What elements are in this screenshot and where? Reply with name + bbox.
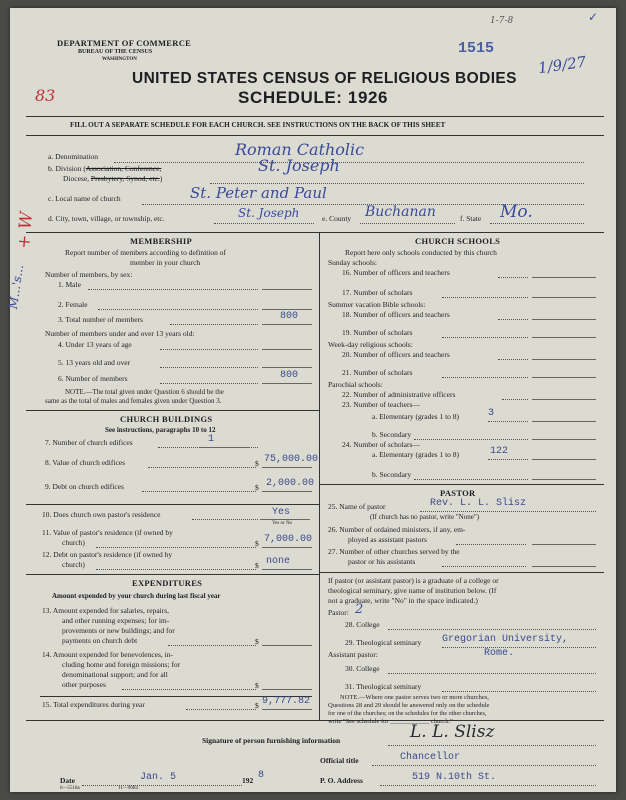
pastor-sub-label: Pastor: <box>328 608 349 617</box>
city-town-label: d. City, town, village, or township, etc. <box>48 214 165 223</box>
value-residence-label-2: church) <box>62 538 85 547</box>
denomination-label: a. Denomination <box>48 152 98 161</box>
under-over-label: Number of members under and over 13 years old: <box>45 329 195 338</box>
margin-red-note: + W <box>14 211 38 250</box>
membership-intro-2: member in your church <box>130 258 201 267</box>
pastor-note-2: Questions 28 and 29 should be answered only on the schedule <box>328 702 490 709</box>
division-label-2: Diocese, Presbytery, Synod, etc.) <box>63 174 163 183</box>
q24a-label: a. Elementary (grades 1 to 8) <box>372 450 460 459</box>
membership-note-1: NOTE.—The total given under Question 6 should be the <box>65 388 224 396</box>
year-prefix: 192 <box>242 776 254 785</box>
number-members-value: 800 <box>280 370 299 381</box>
red-number: 83 <box>35 86 56 105</box>
city-label: WASHINGTON <box>102 57 137 62</box>
benevolences-label-1: 14. Amount expended for benevolences, in- <box>42 650 174 659</box>
debt-residence-label-2: church) <box>62 560 85 569</box>
dollar-sign: $ <box>255 637 259 646</box>
dollar-sign: $ <box>255 539 259 548</box>
dollar-sign: $ <box>255 701 259 710</box>
sunday-schools-label: Sunday schools: <box>328 258 377 267</box>
male-label: 1. Male <box>58 280 81 289</box>
q24a-value: 122 <box>490 446 509 457</box>
membership-title: MEMBERSHIP <box>130 236 193 246</box>
total-members-value: 800 <box>280 311 299 322</box>
expenses-label-4: payments on church debt <box>62 636 138 645</box>
form-code: 11—9084 <box>118 786 138 791</box>
state-label: f. State <box>460 214 482 223</box>
owns-residence-label: 10. Does church own pastor's residence <box>42 510 161 519</box>
buildings-subtitle: See instructions, paragraphs 10 to 12 <box>105 426 216 434</box>
owns-residence-value: Yes <box>272 507 291 518</box>
signature-value: L. L. Slisz <box>410 722 495 742</box>
buildings-title: CHURCH BUILDINGS <box>120 414 213 424</box>
local-name-value: St. Peter and Paul <box>190 184 327 202</box>
division-label: b. Division (Association, Conference, <box>48 164 162 173</box>
schools-title: CHURCH SCHOOLS <box>415 236 501 246</box>
q21-label: 21. Number of scholars <box>342 368 413 377</box>
pastor-note-4: write "See schedule for ____________ church." <box>328 718 453 725</box>
graduate-note-2: theological seminary, give name of institution below. (If <box>328 586 497 595</box>
expenses-label-3: provements or new buildings; and for <box>62 626 175 635</box>
q31-label: 31. Theological seminary <box>345 682 422 691</box>
number-members-label: 6. Number of members <box>58 374 128 383</box>
debt-edifices-value: 2,000.00 <box>266 478 315 489</box>
check-mark-icon: ✓ <box>588 10 599 24</box>
graduate-note-3: not a graduate, write "No" in the space indicated.) <box>328 596 478 605</box>
dollar-sign: $ <box>255 561 259 570</box>
bureau-label: BUREAU OF THE CENSUS <box>78 49 153 55</box>
q28-label: 28. College <box>345 620 380 629</box>
expenditures-title: EXPENDITURES <box>132 578 203 588</box>
q23a-value: 3 <box>488 408 495 419</box>
church-edifices-label: 7. Number of church edifices <box>45 438 133 447</box>
q20-label: 20. Number of officers and teachers <box>342 350 450 359</box>
q26-label-1: 26. Number of ordained ministers, if any, em- <box>328 525 466 534</box>
total-members-label: 3. Total number of members <box>58 315 143 324</box>
graduate-note-1: If pastor (or assistant pastor) is a graduate of a college or <box>328 576 499 585</box>
q29-label: 29. Theological seminary <box>345 638 422 647</box>
summer-schools-label: Summer vacation Bible schools: <box>328 300 426 309</box>
census-schedule-paper <box>6 8 616 792</box>
q27-label-1: 27. Number of other churches served by the <box>328 547 460 556</box>
over-13-label: 5. 13 years old and over <box>58 358 131 367</box>
female-label: 2. Female <box>58 300 88 309</box>
form-subtitle: SCHEDULE: 1926 <box>238 88 389 107</box>
pastor-note-3: for one of the churches; on the schedules for the other churches, <box>328 710 487 717</box>
margin-note: M...'s... <box>6 263 27 310</box>
department-label: DEPARTMENT OF COMMERCE <box>57 38 192 48</box>
value-edifices-value: 75,000.00 <box>264 454 319 465</box>
expenses-label-1: 13. Amount expended for salaries, repairs, <box>42 606 170 615</box>
dollar-sign: $ <box>255 681 259 690</box>
dollar-sign: $ <box>255 483 259 492</box>
instruction-line: FILL OUT A SEPARATE SCHEDULE FOR EACH CHURCH. SEE INSTRUCTIONS ON THE BACK OF THIS SHEET <box>70 121 446 129</box>
date-label: Date <box>60 776 75 785</box>
schools-intro: Report here only schools conducted by this church <box>345 248 497 257</box>
total-expenditures-value: 9,777.82 <box>262 696 311 707</box>
address-label: P. O. Address <box>320 776 363 785</box>
handwritten-date: 1/9/27 <box>536 52 588 78</box>
q16-label: 16. Number of officers and teachers <box>342 268 450 277</box>
value-edifices-label: 8. Value of church edifices <box>45 458 126 467</box>
church-edifices-value: 1 <box>208 434 215 445</box>
denomination-value: Roman Catholic <box>235 140 365 159</box>
q17-label: 17. Number of scholars <box>342 288 413 297</box>
expenditures-subtitle: Amount expended by your church during last fiscal year <box>52 592 221 600</box>
q29-value-2: Rome. <box>484 648 515 659</box>
state-value: Mo. <box>500 202 533 222</box>
county-value: Buchanan <box>365 204 436 220</box>
q22-label: 22. Number of administrative officers <box>342 390 456 399</box>
parochial-schools-label: Parochial schools: <box>328 380 383 389</box>
q24-label: 24. Number of scholars— <box>342 440 420 449</box>
pastor-name-note: (If church has no pastor, write "None") <box>370 513 480 521</box>
q18-label: 18. Number of officers and teachers <box>342 310 450 319</box>
assistant-pastor-label: Assistant pastor: <box>328 650 378 659</box>
membership-note-2: same as the total of males and females given under Question 3. <box>45 397 222 405</box>
dollar-sign: $ <box>255 459 259 468</box>
q24b-label: b. Secondary <box>372 470 412 479</box>
value-residence-value: 7,000.00 <box>264 534 313 545</box>
signature-label: Signature of person furnishing information <box>202 736 341 745</box>
form-number: 6—5518a <box>60 786 80 791</box>
expenses-label-2: and other running expenses; for im- <box>62 616 170 625</box>
q23b-label: b. Secondary <box>372 430 412 439</box>
weekday-schools-label: Week-day religious schools: <box>328 340 413 349</box>
q26-label-2: ployed as assistant pastors <box>348 535 427 544</box>
pastor-name-label: 25. Name of pastor <box>328 502 386 511</box>
q23a-label: a. Elementary (grades 1 to 8) <box>372 412 460 421</box>
value-residence-label: 11. Value of pastor's residence (if owned by <box>42 528 173 537</box>
local-name-label: c. Local name of church <box>48 194 121 203</box>
pencil-note-top: 1-7-8 <box>490 16 514 26</box>
county-label: e. County <box>322 214 352 223</box>
q23-label: 23. Number of teachers— <box>342 400 420 409</box>
year-suffix: 8 <box>258 770 265 781</box>
yes-no-hint: Yes or No <box>272 521 293 526</box>
under-13-label: 4. Under 13 years of age <box>58 340 132 349</box>
q30-label: 30. College <box>345 664 380 673</box>
city-value: St. Joseph <box>238 206 300 220</box>
form-title: UNITED STATES CENSUS OF RELIGIOUS BODIES <box>132 70 517 87</box>
benevolences-label-2: cluding home and foreign missions; for <box>62 660 181 669</box>
benevolences-label-3: denominational support; and for all <box>62 670 168 679</box>
pastor-note-1: NOTE.—Where one pastor serves two or more churches, <box>340 694 489 701</box>
q27-label-2: pastor or his assistants <box>348 557 416 566</box>
total-expenditures-label: 15. Total expenditures during year <box>42 700 145 709</box>
debt-residence-label: 12. Debt on pastor's residence (if owned by <box>42 550 173 559</box>
official-title-value: Chancellor <box>400 752 461 763</box>
q29-value-1: Gregorian University, <box>442 634 569 645</box>
official-title-label: Official title <box>320 756 359 765</box>
pastor-name-value: Rev. L. L. Slisz <box>430 498 527 509</box>
debt-edifices-label: 9. Debt on church edifices <box>45 482 124 491</box>
division-value: St. Joseph <box>258 156 340 175</box>
address-value: 519 N.10th St. <box>412 772 497 783</box>
date-value: Jan. 5 <box>140 772 177 783</box>
membership-intro-1: Report number of members according to definition of <box>65 248 226 257</box>
benevolences-label-4: other purposes <box>62 680 106 689</box>
stamp-number: 1515 <box>458 40 495 57</box>
members-by-sex-label: Number of members, by sex: <box>45 270 133 279</box>
pastor-mark: 2 <box>355 602 364 617</box>
pastor-title: PASTOR <box>440 488 476 498</box>
debt-residence-value: none <box>266 556 291 567</box>
q19-label: 19. Number of scholars <box>342 328 413 337</box>
